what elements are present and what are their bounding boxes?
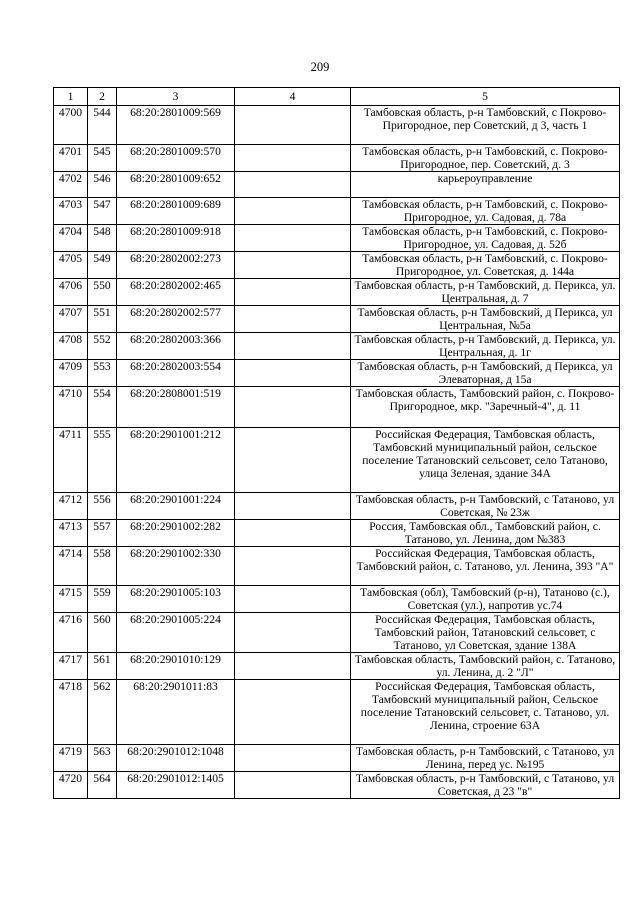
blank-column-cell [235,145,351,172]
item-number-cell: 560 [88,613,117,653]
table-row [54,360,620,387]
record-number-cell: 4702 [54,172,88,198]
record-number-cell: 4705 [54,252,88,279]
cadastral-number-cell: 68:20:2901002:330 [117,547,235,586]
table-row [54,586,620,613]
header-col-4: 4 [235,88,351,106]
blank-column-cell [235,586,351,613]
blank-column-cell [235,680,351,745]
address-cell: Российская Федерация, Тамбовская область, Тамбовский район, с. Татаново, ул. Ленина, 393 "А" [351,547,620,586]
table-row [54,547,620,586]
table-row [54,772,620,799]
address-cell: Россия, Тамбовская обл., Тамбовский район, с. Татаново, ул. Ленина, дом №383 [351,520,620,547]
blank-column-cell [235,428,351,493]
cadastral-number-cell: 68:20:2802002:273 [117,252,235,279]
address-cell: Тамбовская область, р-н Тамбовский, с. Покрово-Пригородное, ул. Советская, д. 144а [351,252,620,279]
item-number-cell: 564 [88,772,117,799]
address-cell: карьероуправление [351,172,620,198]
record-number-cell: 4704 [54,225,88,252]
table-row [54,106,620,145]
address-cell: Российская Федерация, Тамбовская область, Тамбовский муниципальный район, сельское поселение Татановский сельсовет, село Татаново, улица Зеленая, здание 34А [351,428,620,493]
item-number-cell: 551 [88,306,117,333]
cadastral-number-cell: 68:20:2901001:212 [117,428,235,493]
blank-column-cell [235,772,351,799]
item-number-cell: 562 [88,680,117,745]
item-number-cell: 550 [88,279,117,306]
record-number-cell: 4707 [54,306,88,333]
address-cell: Тамбовская область, р-н Тамбовский, с. Покрово-Пригородное, пер. Советский, д. 3 [351,145,620,172]
cadastral-number-cell: 68:20:2901012:1405 [117,772,235,799]
item-number-cell: 547 [88,198,117,225]
cadastral-number-cell: 68:20:2802003:366 [117,333,235,360]
address-cell: Тамбовская область, р-н Тамбовский, д. Перикса, ул. Центральная, д. 7 [351,279,620,306]
address-cell: Тамбовская область, р-н Тамбовский, д. Перикса, ул. Центральная, д. 1г [351,333,620,360]
item-number-cell: 546 [88,172,117,198]
table-row [54,172,620,198]
address-cell: Российская Федерация, Тамбовская область, Тамбовский район, Татановский сельсовет, с Татаново, ул Советская, здание 138А [351,613,620,653]
cadastral-number-cell: 68:20:2801009:918 [117,225,235,252]
cadastral-number-cell: 68:20:2801009:689 [117,198,235,225]
record-number-cell: 4720 [54,772,88,799]
blank-column-cell [235,613,351,653]
record-number-cell: 4706 [54,279,88,306]
cadastral-number-cell: 68:20:2901005:224 [117,613,235,653]
item-number-cell: 545 [88,145,117,172]
header-row [54,88,620,106]
address-cell: Тамбовская область, Тамбовский район, с. Татаново, ул. Ленина, д. 2 "Л" [351,653,620,680]
address-cell: Тамбовская область, р-н Тамбовский, с Татаново, ул Советская, д 23 "в" [351,772,620,799]
table-row [54,279,620,306]
record-number-cell: 4700 [54,106,88,145]
blank-column-cell [235,333,351,360]
address-cell: Тамбовская область, р-н Тамбовский, д Перикса, ул Центральная, №5а [351,306,620,333]
cadastral-number-cell: 68:20:2901002:282 [117,520,235,547]
cadastral-number-cell: 68:20:2802002:465 [117,279,235,306]
record-number-cell: 4711 [54,428,88,493]
blank-column-cell [235,360,351,387]
address-cell: Тамбовская область, р-н Тамбовский, д Перикса, ул Элеваторная, д 15а [351,360,620,387]
table-row [54,493,620,520]
item-number-cell: 559 [88,586,117,613]
item-number-cell: 554 [88,387,117,428]
cadastral-number-cell: 68:20:2801009:652 [117,172,235,198]
item-number-cell: 558 [88,547,117,586]
record-number-cell: 4701 [54,145,88,172]
table-row [54,745,620,772]
item-number-cell: 552 [88,333,117,360]
blank-column-cell [235,198,351,225]
table-row [54,145,620,172]
table-row [54,225,620,252]
cadastral-number-cell: 68:20:2901011:83 [117,680,235,745]
record-number-cell: 4703 [54,198,88,225]
cadastral-number-cell: 68:20:2801009:570 [117,145,235,172]
table-row [54,653,620,680]
address-cell: Тамбовская область, р-н Тамбовский, с. Покрово-Пригородное, ул. Садовая, д. 78а [351,198,620,225]
header-col-1: 1 [54,88,88,106]
record-number-cell: 4712 [54,493,88,520]
table-row [54,680,620,745]
cadastral-number-cell: 68:20:2901010:129 [117,653,235,680]
blank-column-cell [235,252,351,279]
blank-column-cell [235,279,351,306]
record-number-cell: 4709 [54,360,88,387]
cadastral-number-cell: 68:20:2802002:577 [117,306,235,333]
record-number-cell: 4719 [54,745,88,772]
cadastral-number-cell: 68:20:2808001:519 [117,387,235,428]
blank-column-cell [235,653,351,680]
blank-column-cell [235,547,351,586]
blank-column-cell [235,106,351,145]
item-number-cell: 556 [88,493,117,520]
item-number-cell: 549 [88,252,117,279]
record-number-cell: 4710 [54,387,88,428]
record-number-cell: 4708 [54,333,88,360]
record-number-cell: 4718 [54,680,88,745]
address-cell: Тамбовская область, р-н Тамбовский, с Покрово-Пригородное, пер Советский, д 3, часть 1 [351,106,620,145]
table-row [54,252,620,279]
table-row [54,306,620,333]
table-row [54,613,620,653]
table-row [54,428,620,493]
blank-column-cell [235,520,351,547]
item-number-cell: 561 [88,653,117,680]
blank-column-cell [235,306,351,333]
cadastral-number-cell: 68:20:2901001:224 [117,493,235,520]
table-row [54,387,620,428]
record-number-cell: 4717 [54,653,88,680]
record-number-cell: 4713 [54,520,88,547]
cadastral-number-cell: 68:20:2802003:554 [117,360,235,387]
address-cell: Тамбовская область, р-н Тамбовский, с Татаново, ул Советская, № 23ж [351,493,620,520]
table-row [54,520,620,547]
record-number-cell: 4715 [54,586,88,613]
table-row [54,333,620,360]
cadastral-number-cell: 68:20:2901012:1048 [117,745,235,772]
header-col-5: 5 [351,88,620,106]
item-number-cell: 557 [88,520,117,547]
page-number: 209 [310,60,330,74]
item-number-cell: 553 [88,360,117,387]
table-row [54,198,620,225]
item-number-cell: 548 [88,225,117,252]
blank-column-cell [235,387,351,428]
address-cell: Тамбовская (обл), Тамбовский (р-н), Татаново (с.), Советская (ул.), напротив ус.74 [351,586,620,613]
item-number-cell: 555 [88,428,117,493]
address-cell: Российская Федерация, Тамбовская область, Тамбовский муниципальный район, Сельское поселение Татановский сельсовет, с. Татаново, ул. Ленина, строение 63А [351,680,620,745]
table-body [54,106,620,799]
record-number-cell: 4714 [54,547,88,586]
address-cell: Тамбовская область, Тамбовский район, с. Покрово-Пригородное, мкр. "Заречный-4", д. 11 [351,387,620,428]
cadastral-number-cell: 68:20:2901005:103 [117,586,235,613]
address-cell: Тамбовская область, р-н Тамбовский, с Татаново, ул Ленина, перед ус. №195 [351,745,620,772]
cadastral-number-cell: 68:20:2801009:569 [117,106,235,145]
header-col-3: 3 [117,88,235,106]
header-col-2: 2 [88,88,117,106]
address-cell: Тамбовская область, р-н Тамбовский, с. Покрово-Пригородное, ул. Садовая, д. 52б [351,225,620,252]
blank-column-cell [235,493,351,520]
blank-column-cell [235,172,351,198]
blank-column-cell [235,745,351,772]
blank-column-cell [235,225,351,252]
record-number-cell: 4716 [54,613,88,653]
item-number-cell: 563 [88,745,117,772]
cadastral-table [53,87,620,799]
item-number-cell: 544 [88,106,117,145]
